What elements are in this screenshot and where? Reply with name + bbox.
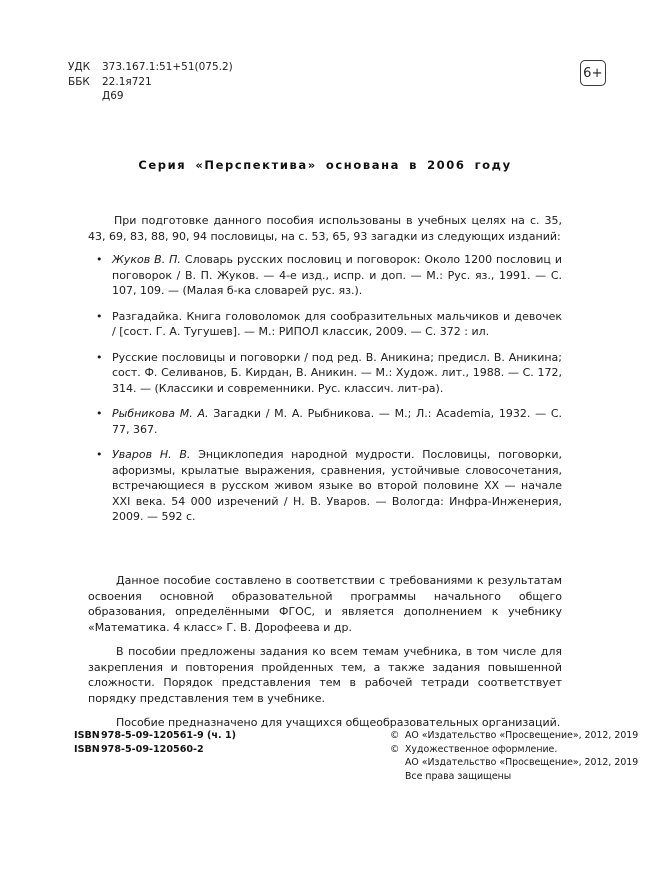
bullet-icon: • xyxy=(96,350,103,364)
isbn-block xyxy=(74,729,236,757)
sources-intro xyxy=(88,213,562,244)
copyright-icon: © xyxy=(390,743,400,755)
bullet-icon: • xyxy=(96,253,103,266)
reference-author: Уваров Н. В. xyxy=(112,448,199,461)
doc-code-value: Д69 xyxy=(102,90,124,102)
udk-row xyxy=(68,60,233,75)
udk-label: УДК xyxy=(68,61,91,73)
bullet-icon: • xyxy=(96,407,103,420)
isbn-label: ISBN xyxy=(74,744,100,755)
reference-text: Загадки / М. А. Рыбникова. — М.; Л.: Academia, 1932. — С. 77, 367. xyxy=(112,407,562,436)
copyright-line xyxy=(390,770,638,784)
description-paragraph: В пособии предложены задания ко всем темам учебника, в том числе для закрепления и повторения пройденных тем, а также задания повышенной сложности. Порядок представления тем в рабочей тетради соответствует порядку представления тем в учебнике. xyxy=(88,645,562,705)
reference-text: Русские пословицы и поговорки / под ред. В. Аникина; предисл. В. Аникина; сост. Ф. Селиванов, Б. Кирдан, В. Аникин. — М.: Худож. лит., 1988. — С. 172, 314. — (Классики и современники. Рус. классич. лит-ра). xyxy=(112,350,562,395)
bullet-icon: • xyxy=(96,309,103,323)
isbn-line xyxy=(74,729,236,743)
copyright-line xyxy=(390,729,638,743)
classification-codes xyxy=(68,60,233,104)
reference-author: Рыбникова М. А. xyxy=(112,407,214,420)
list-item xyxy=(88,252,562,299)
copyright-text: АО «Издательство «Просвещение», 2012, 2019 xyxy=(405,757,639,769)
isbn-label: ISBN xyxy=(74,730,100,741)
list-item xyxy=(88,447,562,525)
copyright-line xyxy=(390,756,638,770)
description-block xyxy=(88,573,562,731)
copyright-icon: © xyxy=(390,730,400,741)
list-item xyxy=(88,309,562,340)
copyright-line xyxy=(390,743,638,757)
bbk-row xyxy=(68,75,233,90)
bbk-value: 22.1я721 xyxy=(102,75,152,88)
list-item xyxy=(88,350,562,397)
reference-text: Разгадайка. Книга головоломок для сообразительных мальчиков и девочек / [сост. Г. А. Тугушев]. — М.: РИПОЛ классик, 2009. — С. 372 : ил. xyxy=(112,309,562,338)
reference-text: Словарь русских пословиц и поговорок: Около 1200 пословиц и поговорок / В. П. Жуков. — 4-е изд., испр. и доп. — М.: Рус. яз., 1991. — С. 107, 109. — (Малая б-ка словарей рус. яз.). xyxy=(112,253,562,297)
description-paragraph: Данное пособие составлено в соответствии с требованиями к результатам освоения основной образовательной программы начального общего образования, определёнными ФГОС, и является дополнением к учебнику «Математика. 4 класс» Г. В. Дорофеева и др. xyxy=(88,574,562,634)
copyright-text: Все права защищены xyxy=(405,770,512,782)
sources-intro-text: При подготовке данного пособия использованы в учебных целях на с. 35, 43, 69, 83, 88, 90, 94 пословицы, на с. 53, 65, 93 загадки из следующих изданий: xyxy=(88,214,562,243)
isbn-value: 978-5-09-120561-9 (ч. 1) xyxy=(101,730,237,741)
isbn-line xyxy=(74,743,236,757)
copyright-block xyxy=(390,729,638,783)
series-title: Серия «Перспектива» основана в 2006 году xyxy=(138,158,512,172)
bbk-label: ББК xyxy=(68,75,90,88)
isbn-value: 978-5-09-120560-2 xyxy=(101,744,204,755)
copyright-text: АО «Издательство «Просвещение», 2012, 2019 xyxy=(405,730,639,741)
description-paragraph: Пособие предназначено для учащихся общеобразовательных организаций. xyxy=(116,716,561,729)
bibliography-items xyxy=(88,252,562,525)
bibliography-list xyxy=(88,252,562,525)
age-rating-label: 6+ xyxy=(583,65,603,81)
reference-text: Энциклопедия народной мудрости. Пословицы, поговорки, афоризмы, крылатые выражения, сравнения, устойчивые словосочетания, встречающиеся в русском живом языке во второй половине XX — начале XXI века. 54 000 изречений / Н. В. Уваров. — Вологда: Инфра-Инженерия, 2009. — 592 с. xyxy=(112,448,562,523)
bullet-icon: • xyxy=(96,448,103,461)
list-item xyxy=(88,406,562,437)
copyright-text: Художественное оформление. xyxy=(405,743,558,755)
reference-author: Жуков В. П. xyxy=(112,253,185,266)
udk-value: 373.167.1:51+51(075.2) xyxy=(102,61,233,73)
age-rating-badge xyxy=(580,60,606,86)
doc-code-row xyxy=(68,89,233,104)
